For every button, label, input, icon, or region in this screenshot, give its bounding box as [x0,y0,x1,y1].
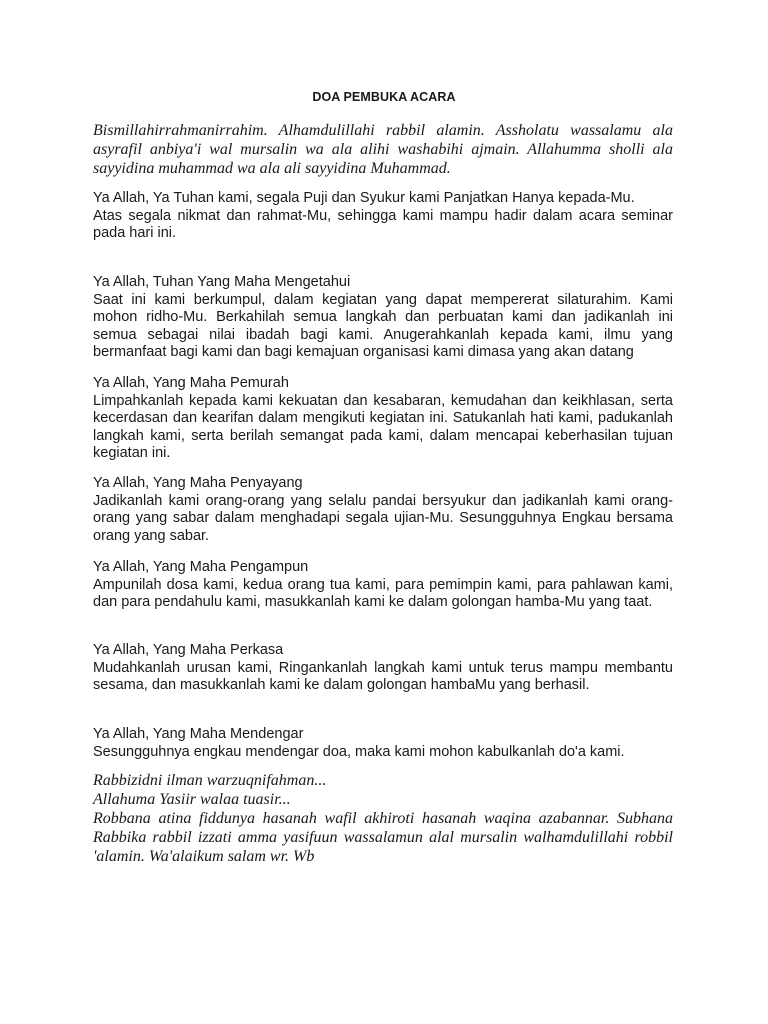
section-heading: Ya Allah, Yang Maha Penyayang [93,475,303,491]
section-text: Sesungguhnya engkau mendengar doa, maka kami mohon kabulkanlah do'a kami. [93,743,625,760]
intro-line-1: Ya Allah, Ya Tuhan kami, segala Puji dan Syukur kami Panjatkan Hanya kepada-Mu. [93,190,635,206]
section-penyayang [93,475,673,545]
section-mendengar [93,726,673,761]
section-perkasa [93,642,673,695]
section-heading: Ya Allah, Yang Maha Pemurah [93,375,289,391]
closing-paragraph [93,771,673,866]
intro-line-2: Atas segala nikmat dan rahmat-Mu, sehingga kami mampu hadir dalam acara seminar pada hari ini. [93,207,673,241]
section-pengampun [93,559,673,612]
closing-line-2: Allahuma Yasiir walaa tuasir... [93,791,291,808]
opening-paragraph: Bismillahirrahmanirrahim. Alhamdulillahi rabbil alamin. Assholatu wassalamu ala asyrafil anbiya'i wal mursalin wa ala alihi washabihi ajmain. Allahumma sholli ala sayyidina muhammad wa ala ali sayyidina Muhammad. [93,122,673,177]
section-text: Ampunilah dosa kami, kedua orang tua kami, para pemimpin kami, para pahlawan kami, dan para pendahulu kami, masukkanlah kami ke dalam golongan hamba-Mu yang taat. [93,576,673,610]
document-title: DOA PEMBUKA ACARA [312,90,456,104]
section-heading: Ya Allah, Yang Maha Pengampun [93,559,309,575]
section-mengetahui [93,274,673,362]
section-text: Limpahkanlah kepada kami kekuatan dan kesabaran, kemudahan dan keikhlasan, serta kecerdasan dan kearifan dalam mengikuti kegiatan ini. Satukanlah hati kami, padukanlah langkah kami, serta berilah semangat pada kami, dalam mencapai keberhasilan tujuan kegiatan ini. [93,392,673,461]
section-text: Saat ini kami berkumpul, dalam kegiatan yang dapat mempererat silaturahim. Kami mohon ridho-Mu. Berkahilah semua langkah dan perbuatan kami dan jadikanlah ini semua sebagai nilai ibadah bagi kami. Anugerahkanlah kepada kami, ilmu yang bermanfaat bagi kami dan bagi kemajuan organisasi kami dimasa yang akan datang [93,291,673,360]
section-text: Jadikanlah kami orang-orang yang selalu pandai bersyukur dan jadikanlah kami orang-orang yang sabar dalam menghadapi segala ujian-Mu. Sesungguhnya Engkau bersama orang yang sabar. [93,492,673,544]
section-heading: Ya Allah, Tuhan Yang Maha Mengetahui [93,274,351,290]
closing-line-3: Robbana atina fiddunya hasanah wafil akhiroti hasanah waqina azabannar. Subhana Rabbika rabbil izzati amma yasifuun wassalamun alal mursalin walhamdulillahi robbil 'alamin. Wa'alaikum salam wr. Wb [93,810,673,865]
section-heading: Ya Allah, Yang Maha Mendengar [93,726,304,742]
intro-paragraph [93,190,673,243]
section-heading: Ya Allah, Yang Maha Perkasa [93,642,284,658]
closing-line-1: Rabbizidni ilman warzuqnifahman... [93,772,327,789]
section-text: Mudahkanlah urusan kami, Ringankanlah langkah kami untuk terus mampu membantu sesama, dan masukkanlah kami ke dalam golongan hambaMu yang berhasil. [93,659,673,693]
section-pemurah [93,375,673,463]
